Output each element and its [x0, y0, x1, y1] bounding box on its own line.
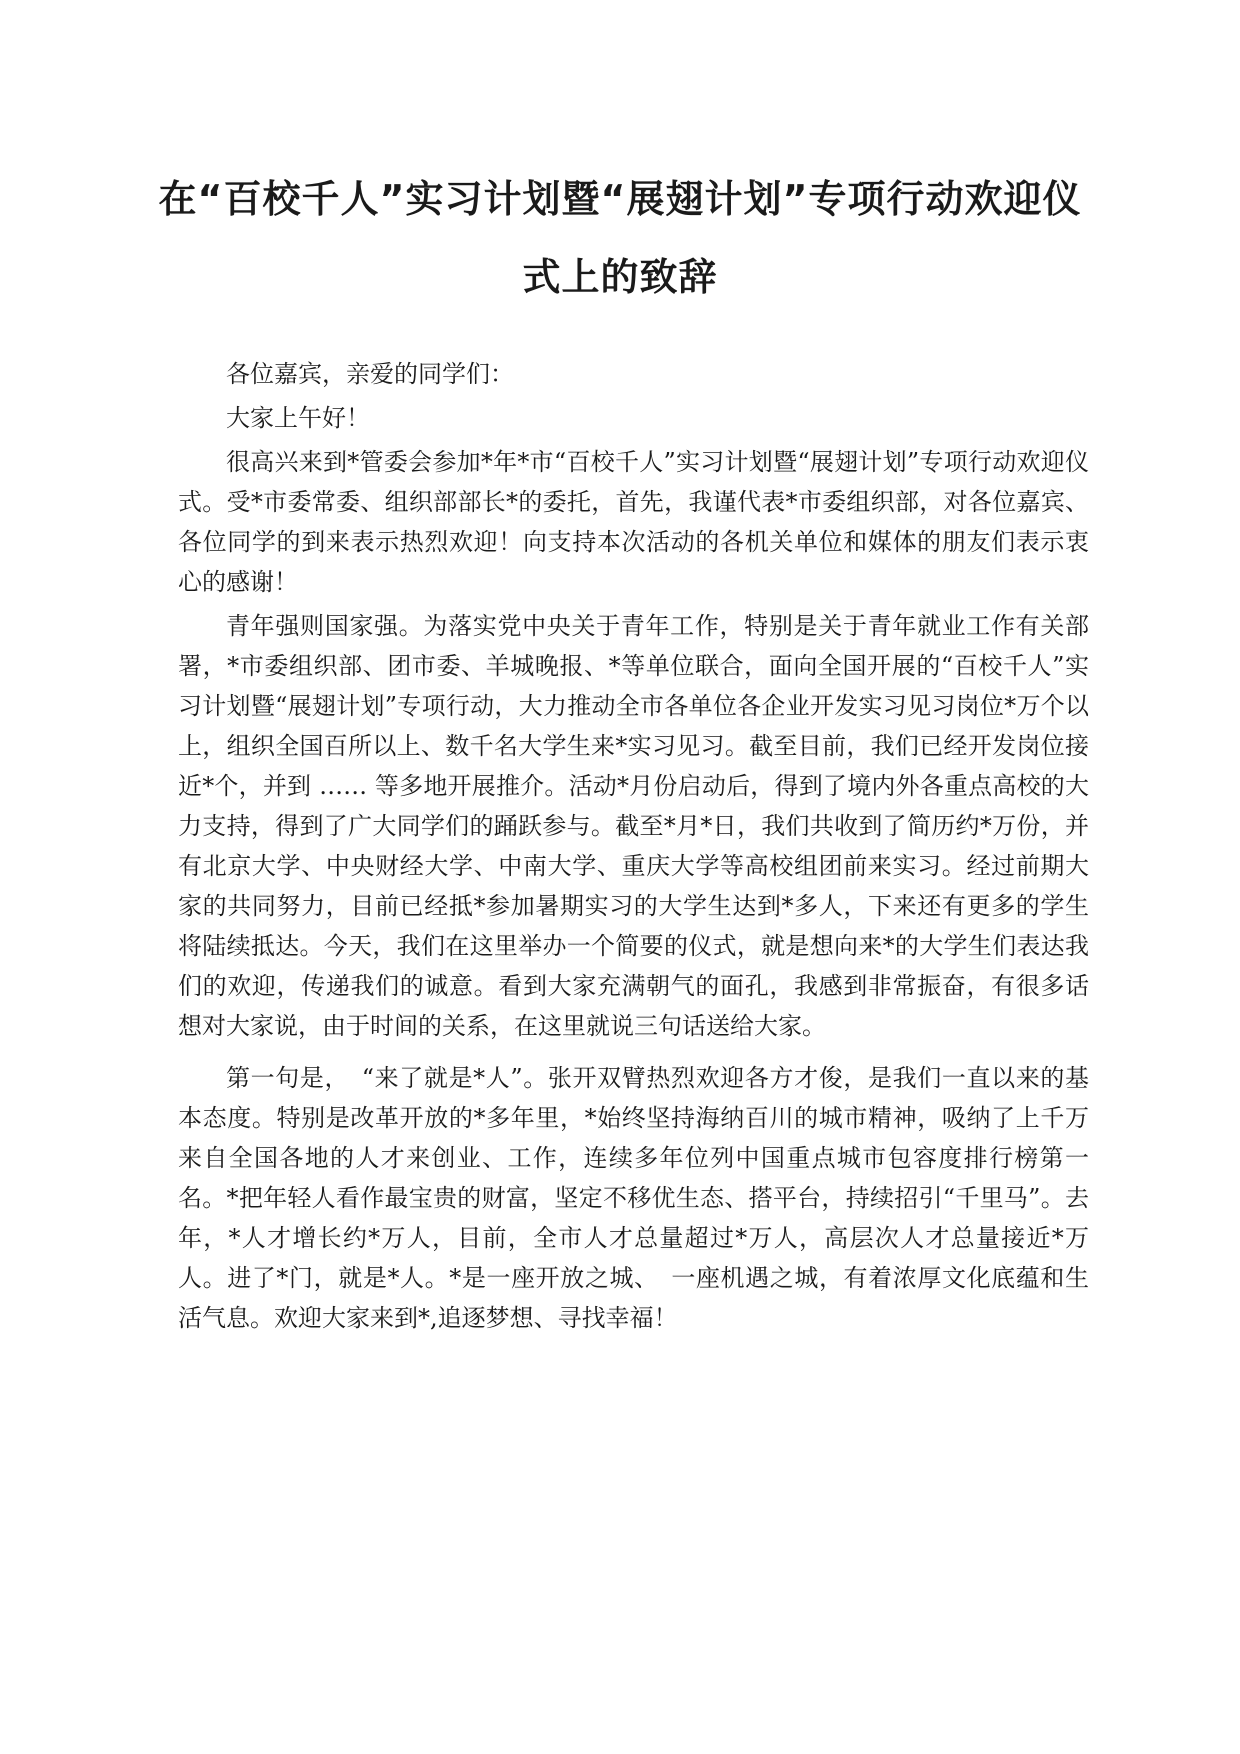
document-body — [178, 354, 1089, 1342]
document-title: 在“百校千人”实习计划暨“展翅计划”专项行动欢迎仪式上的致辞 — [158, 177, 1082, 299]
salutation: 各位嘉宾，亲爱的同学们： — [226, 360, 514, 388]
paragraph-first-point: 第一句是， “来了就是*人”。张开双臂热烈欢迎各方才俊，是我们一直以来的基本态度。特别是改革开放的*多年里，*始终坚持海纳百川的城市精神，吸纳了上千万来自全国各地的人才来创业、工作，连续多年位列中国重点城市包容度排行榜第一名。*把年轻人看作最宝贵的财富，坚定不移优生态、搭平台，持续招引“千里马”。去年，*人才增长约*万人，目前，全市人才总量超过*万人，高层次人才总量接近*万人。进了*门，就是*人。*是一座开放之城、 一座机遇之城，有着浓厚文化底蕴和生活气息。欢迎大家来到*,追逐梦想、寻找幸福！ — [178, 1064, 1089, 1332]
greeting: 大家上午好！ — [226, 404, 370, 432]
paragraph-background: 青年强则国家强。为落实党中央关于青年工作，特别是关于青年就业工作有关部署，*市委组织部、团市委、羊城晚报、*等单位联合，面向全国开展的“百校千人”实习计划暨“展翅计划”专项行动，大力推动全市各单位各企业开发实习见习岗位*万个以上，组织全国百所以上、数千名大学生来*实习见习。截至目前，我们已经开发岗位接近*个，并到 …… 等多地开展推介。活动*月份启动后，得到了境内外各重点高校的大力支持，得到了广大同学们的踊跃参与。截至*月*日，我们共收到了简历约*万份，并有北京大学、中央财经大学、中南大学、重庆大学等高校组团前来实习。经过前期大家的共同努力，目前已经抵*参加暑期实习的大学生达到*多人，下来还有更多的学生将陆续抵达。今天，我们在这里举办一个简要的仪式，就是想向来*的大学生们表达我们的欢迎，传递我们的诚意。看到大家充满朝气的面孔，我感到非常振奋，有很多话想对大家说，由于时间的关系，在这里就说三句话送给大家。 — [178, 612, 1089, 1040]
paragraph-welcome: 很高兴来到*管委会参加*年*市“百校千人”实习计划暨“展翅计划”专项行动欢迎仪式。受*市委常委、组织部部长*的委托，首先，我谨代表*市委组织部，对各位嘉宾、各位同学的到来表示热烈欢迎！向支持本次活动的各机关单位和媒体的朋友们表示衷心的感谢！ — [178, 448, 1089, 596]
